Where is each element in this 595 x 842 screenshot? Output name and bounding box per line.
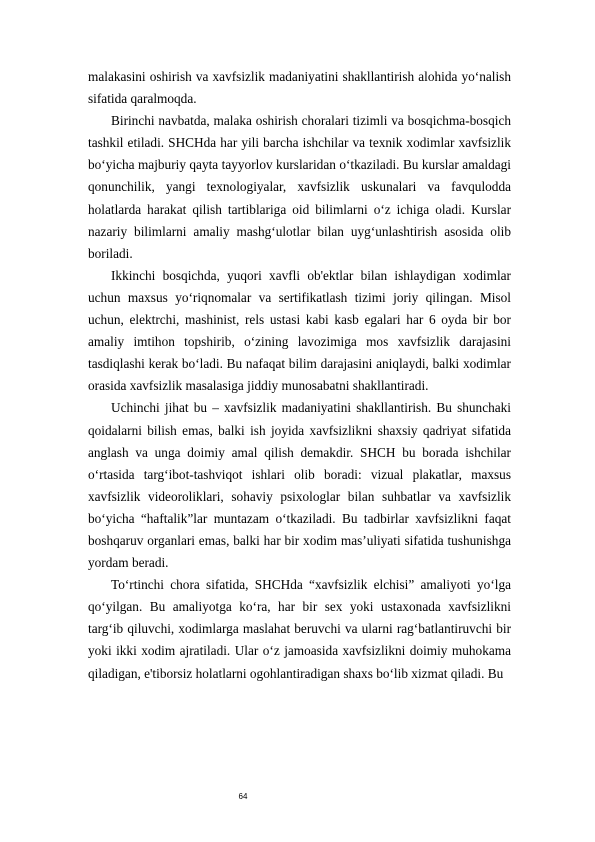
paragraph-second-step: Ikkinchi bosqichda, yuqori xavfli ob'ektlar bilan ishlaydigan xodimlar uchun maxsus yo‘riqnomalar va sertifikatlash tizimi joriy qilingan. Misol uchun, elektrchi, mashinist, rels ustasi kabi kasb egalari har 6 oyda bir bor amaliy imtihon topshirib, o‘zining lavozimiga mos xavfsizlik darajasini tasdiqlashi kerak bo‘ladi. Bu nafaqat bilim darajasini aniqlaydi, balki xodimlar orasida xavfsizlik masalasiga jiddiy munosabatni shakllantiradi. <box>88 267 511 394</box>
document-body <box>88 66 511 685</box>
paragraph-third-aspect: Uchinchi jihat bu – xavfsizlik madaniyatini shakllantirish. Bu shunchaki qoidalarni bilish emas, balki ish joyida xavfsizlikni shaxsiy qadriyat sifatida anglash va unga doimiy amal qilish demakdir. SHCH bu borada ishchilar o‘rtasida targ‘ibot-tashviqot ishlari olib boradi: vizual plakatlar, maxsus xavfsizlik videoroliklari, sohaviy psixologlar bilan suhbatlar va xavfsizlik bo‘yicha “haftalik”lar muntazam o‘tkaziladi. Bu tadbirlar xavfsizlikni faqat boshqaruv organlari emas, balki har bir xodim mas’uliyati sifatida tushunishga yordam beradi. <box>88 400 511 571</box>
paragraph-first-step: Birinchi navbatda, malaka oshirish choralari tizimli va bosqichma-bosqich tashkil etiladi. SHCHda har yili barcha ishchilar va texnik xodimlar xavfsizlik bo‘yicha majburiy qayta tayyorlov kurslaridan o‘tkaziladi. Bu kurslar amaldagi qonunchilik, yangi texnologiyalar, xavfsizlik uskunalari va favqulodda holatlarda harakat qilish tartiblariga oid bilimlarni o‘z ichiga oladi. Kurslar nazariy bilimlarni amaliy mashg‘ulotlar bilan uyg‘unlashtirish asosida olib boriladi. <box>88 113 511 261</box>
page-number: 64 <box>238 792 248 801</box>
paragraph-fourth-measure: To‘rtinchi chora sifatida, SHCHda “xavfsizlik elchisi” amaliyoti yo‘lga qo‘yilgan. Bu amaliyotga ko‘ra, har bir sex yoki ustaxonada xavfsizlikni targ‘ib qiluvchi, xodimlarga maslahat beruvchi va ularni rag‘batlantiruvchi bir yoki ikki xodim ajratiladi. Ular o‘z jamoasida xavfsizlikni doimiy muhokama qiladigan, e'tiborsiz holatlarni ogohlantiradigan shaxs bo‘lib xizmat qiladi. Bu <box>88 577 511 681</box>
paragraph-continuation: malakasini oshirish va xavfsizlik madaniyatini shakllantirish alohida yo‘nalish sifatida qaralmoqda. <box>88 69 511 107</box>
